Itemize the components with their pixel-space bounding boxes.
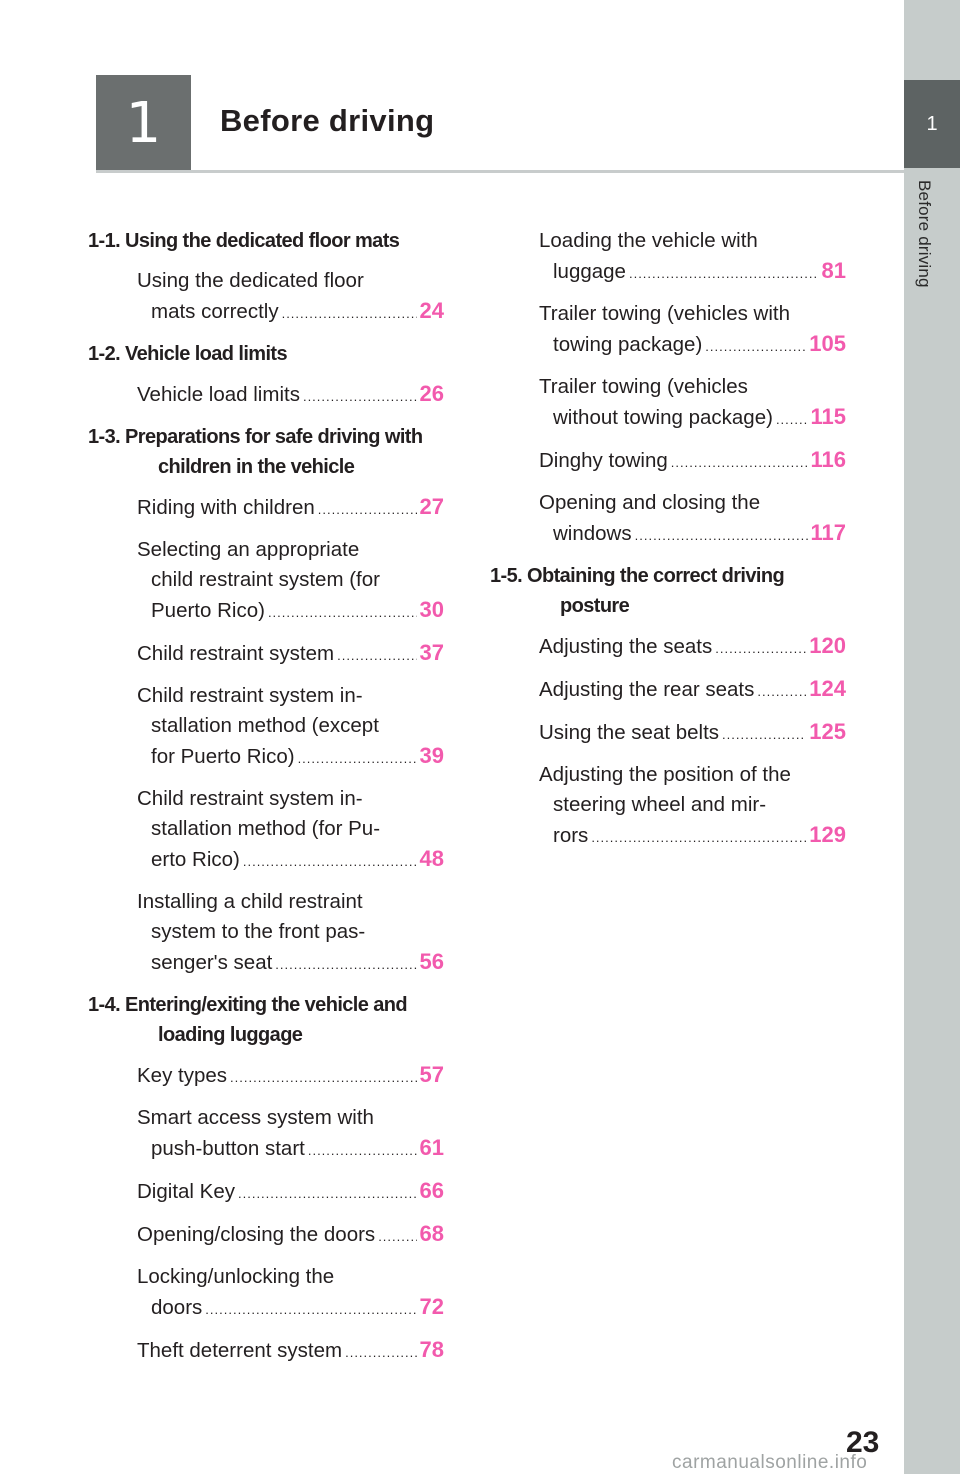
toc-entry[interactable]: [539, 445, 846, 478]
toc-entry[interactable]: [137, 1103, 444, 1166]
toc-entry-text: Adjusting the rear seats: [539, 678, 755, 701]
dot-leader: [318, 495, 417, 525]
dot-leader: [776, 405, 808, 435]
toc-entry-text: Child restraint system in-: [137, 787, 363, 810]
toc-entry-text: Opening and closing the: [539, 491, 761, 514]
toc-entry-text: windows: [553, 522, 632, 545]
toc-page-link[interactable]: 116: [810, 447, 846, 472]
dot-leader: [715, 634, 806, 664]
toc-page-link[interactable]: 27: [419, 494, 444, 519]
dot-leader: [629, 259, 819, 289]
chapter-number-box: 1: [96, 75, 191, 171]
toc-entry-text: without towing package): [553, 406, 773, 429]
toc-entry[interactable]: [137, 784, 444, 877]
dot-leader: [722, 720, 806, 750]
toc-entry[interactable]: [137, 535, 444, 628]
toc-page-link[interactable]: 78: [419, 1337, 444, 1362]
toc-entry-text: Riding with children: [137, 496, 315, 519]
dot-leader: [230, 1063, 416, 1093]
toc-entry[interactable]: [539, 372, 846, 435]
toc-page-link[interactable]: 129: [809, 822, 846, 847]
side-tab-label-text: Before driving: [915, 180, 934, 288]
toc-entry[interactable]: [539, 674, 846, 707]
toc-entry[interactable]: [137, 887, 444, 980]
toc-entry-text: senger's seat: [151, 951, 273, 974]
toc-entry-text: child restraint system (for: [151, 568, 380, 591]
watermark: carmanualsonline.info: [672, 1452, 868, 1473]
dot-leader: [238, 1179, 417, 1209]
toc-right-column: [490, 226, 846, 863]
toc-entry-text: Trailer towing (vehicles: [539, 375, 748, 398]
dot-leader: [303, 382, 417, 412]
toc-page-link[interactable]: 56: [419, 949, 444, 974]
toc-entry[interactable]: [137, 1060, 444, 1093]
toc-entry[interactable]: [539, 488, 846, 551]
dot-leader: [243, 847, 417, 877]
toc-entry-text: Adjusting the position of the: [539, 763, 791, 786]
toc-entry-text: towing package): [553, 333, 703, 356]
toc-page-link[interactable]: 72: [419, 1294, 444, 1319]
toc-entry-text: Smart access system with: [137, 1106, 374, 1129]
toc-page-link[interactable]: 39: [419, 743, 444, 768]
toc-entry[interactable]: [137, 638, 444, 671]
toc-entry-text: Using the seat belts: [539, 721, 720, 744]
dot-leader: [671, 448, 808, 478]
toc-entry-text: Loading the vehicle with: [539, 229, 758, 252]
dot-leader: [635, 521, 808, 551]
toc-entry-text: erto Rico): [151, 848, 240, 871]
toc-page-link[interactable]: 57: [419, 1062, 444, 1087]
toc-section-heading: 1-3. Preparations for safe driving with children in the vehicle: [88, 426, 423, 478]
toc-entry-text: stallation method (except: [151, 714, 379, 737]
dot-leader: [282, 299, 417, 329]
page-number: 23: [846, 1426, 880, 1459]
toc-page-link[interactable]: 30: [419, 597, 444, 622]
toc-entry[interactable]: [137, 1262, 444, 1325]
dot-leader: [205, 1295, 416, 1325]
toc-entry-text: Puerto Rico): [151, 599, 265, 622]
toc-page-link[interactable]: 37: [419, 640, 444, 665]
toc-entry-text: Vehicle load limits: [137, 383, 300, 406]
toc-page-link[interactable]: 117: [810, 520, 846, 545]
toc-page-link[interactable]: 120: [809, 633, 846, 658]
toc-page-link[interactable]: 66: [419, 1178, 444, 1203]
dot-leader: [308, 1136, 417, 1166]
toc-entry-text: luggage: [553, 260, 626, 283]
toc-entry[interactable]: [137, 681, 444, 774]
toc-page-link[interactable]: 105: [809, 331, 846, 356]
toc-entry[interactable]: [137, 266, 444, 329]
side-tab-chapter-number: 1: [904, 80, 960, 168]
chapter-title: Before driving: [220, 103, 435, 138]
toc-entry[interactable]: [539, 631, 846, 664]
side-tab-label: [914, 180, 944, 310]
toc-page-link[interactable]: 81: [821, 258, 846, 283]
toc-entry-text: Child restraint system in-: [137, 684, 363, 707]
toc-entry[interactable]: [137, 492, 444, 525]
toc-entry[interactable]: [137, 379, 444, 412]
toc-entry-text: Theft deterrent system: [137, 1339, 343, 1362]
toc-entry-text: steering wheel and mir-: [553, 793, 767, 816]
toc-section-heading: 1-1. Using the dedicated floor mats: [88, 230, 400, 252]
chapter-divider: [96, 170, 904, 173]
toc-entry-text: rors: [553, 824, 589, 847]
toc-page-link[interactable]: 125: [809, 719, 846, 744]
toc-section-heading: 1-4. Entering/exiting the vehicle and loading luggage: [88, 994, 407, 1046]
dot-leader: [705, 332, 806, 362]
toc-entry[interactable]: [539, 226, 846, 289]
toc-entry-text: push-button start: [151, 1137, 305, 1160]
dot-leader: [757, 677, 806, 707]
toc-page-link[interactable]: 61: [419, 1135, 444, 1160]
dot-leader: [378, 1222, 416, 1252]
toc-entry[interactable]: [137, 1335, 444, 1368]
toc-entry[interactable]: [539, 299, 846, 362]
toc-entry-text: Child restraint system: [137, 642, 335, 665]
toc-page-link[interactable]: 68: [419, 1221, 444, 1246]
toc-page-link[interactable]: 26: [419, 381, 444, 406]
toc-entry-text: Installing a child restraint: [137, 890, 363, 913]
toc-entry-text: Key types: [137, 1064, 228, 1087]
toc-page-link[interactable]: 124: [809, 676, 846, 701]
toc-entry-text: Dinghy towing: [539, 449, 668, 472]
toc-section-heading: 1-5. Obtaining the correct driving posture: [490, 565, 785, 617]
toc-left-column: [88, 226, 444, 1378]
dot-leader: [591, 823, 806, 853]
toc-page-link[interactable]: 24: [419, 298, 444, 323]
toc-section-heading: 1-2. Vehicle load limits: [88, 343, 288, 365]
toc-entry[interactable]: [137, 1176, 444, 1209]
dot-leader: [268, 598, 417, 628]
toc-page-link[interactable]: 115: [810, 404, 846, 429]
toc-page-link[interactable]: 48: [419, 846, 444, 871]
toc-entry-text: Opening/closing the doors: [137, 1223, 376, 1246]
dot-leader: [298, 744, 417, 774]
toc-entry-text: mats correctly: [151, 300, 279, 323]
toc-entry-text: for Puerto Rico): [151, 745, 295, 768]
toc-entry-text: Using the dedicated floor: [137, 269, 364, 292]
toc-entry-text: doors: [151, 1296, 203, 1319]
toc-entry-text: Adjusting the seats: [539, 635, 713, 658]
toc-entry[interactable]: [539, 760, 846, 853]
toc-entry-text: system to the front pas-: [151, 920, 366, 943]
toc-entry-text: Locking/unlocking the: [137, 1265, 335, 1288]
toc-entry-text: stallation method (for Pu-: [151, 817, 381, 840]
toc-entry-text: Selecting an appropriate: [137, 538, 360, 561]
dot-leader: [345, 1338, 416, 1368]
toc-entry-text: Trailer towing (vehicles with: [539, 302, 791, 325]
toc-entry-text: Digital Key: [137, 1180, 235, 1203]
dot-leader: [275, 950, 416, 980]
toc-entry[interactable]: [539, 717, 846, 750]
dot-leader: [337, 641, 416, 671]
toc-entry[interactable]: [137, 1219, 444, 1252]
